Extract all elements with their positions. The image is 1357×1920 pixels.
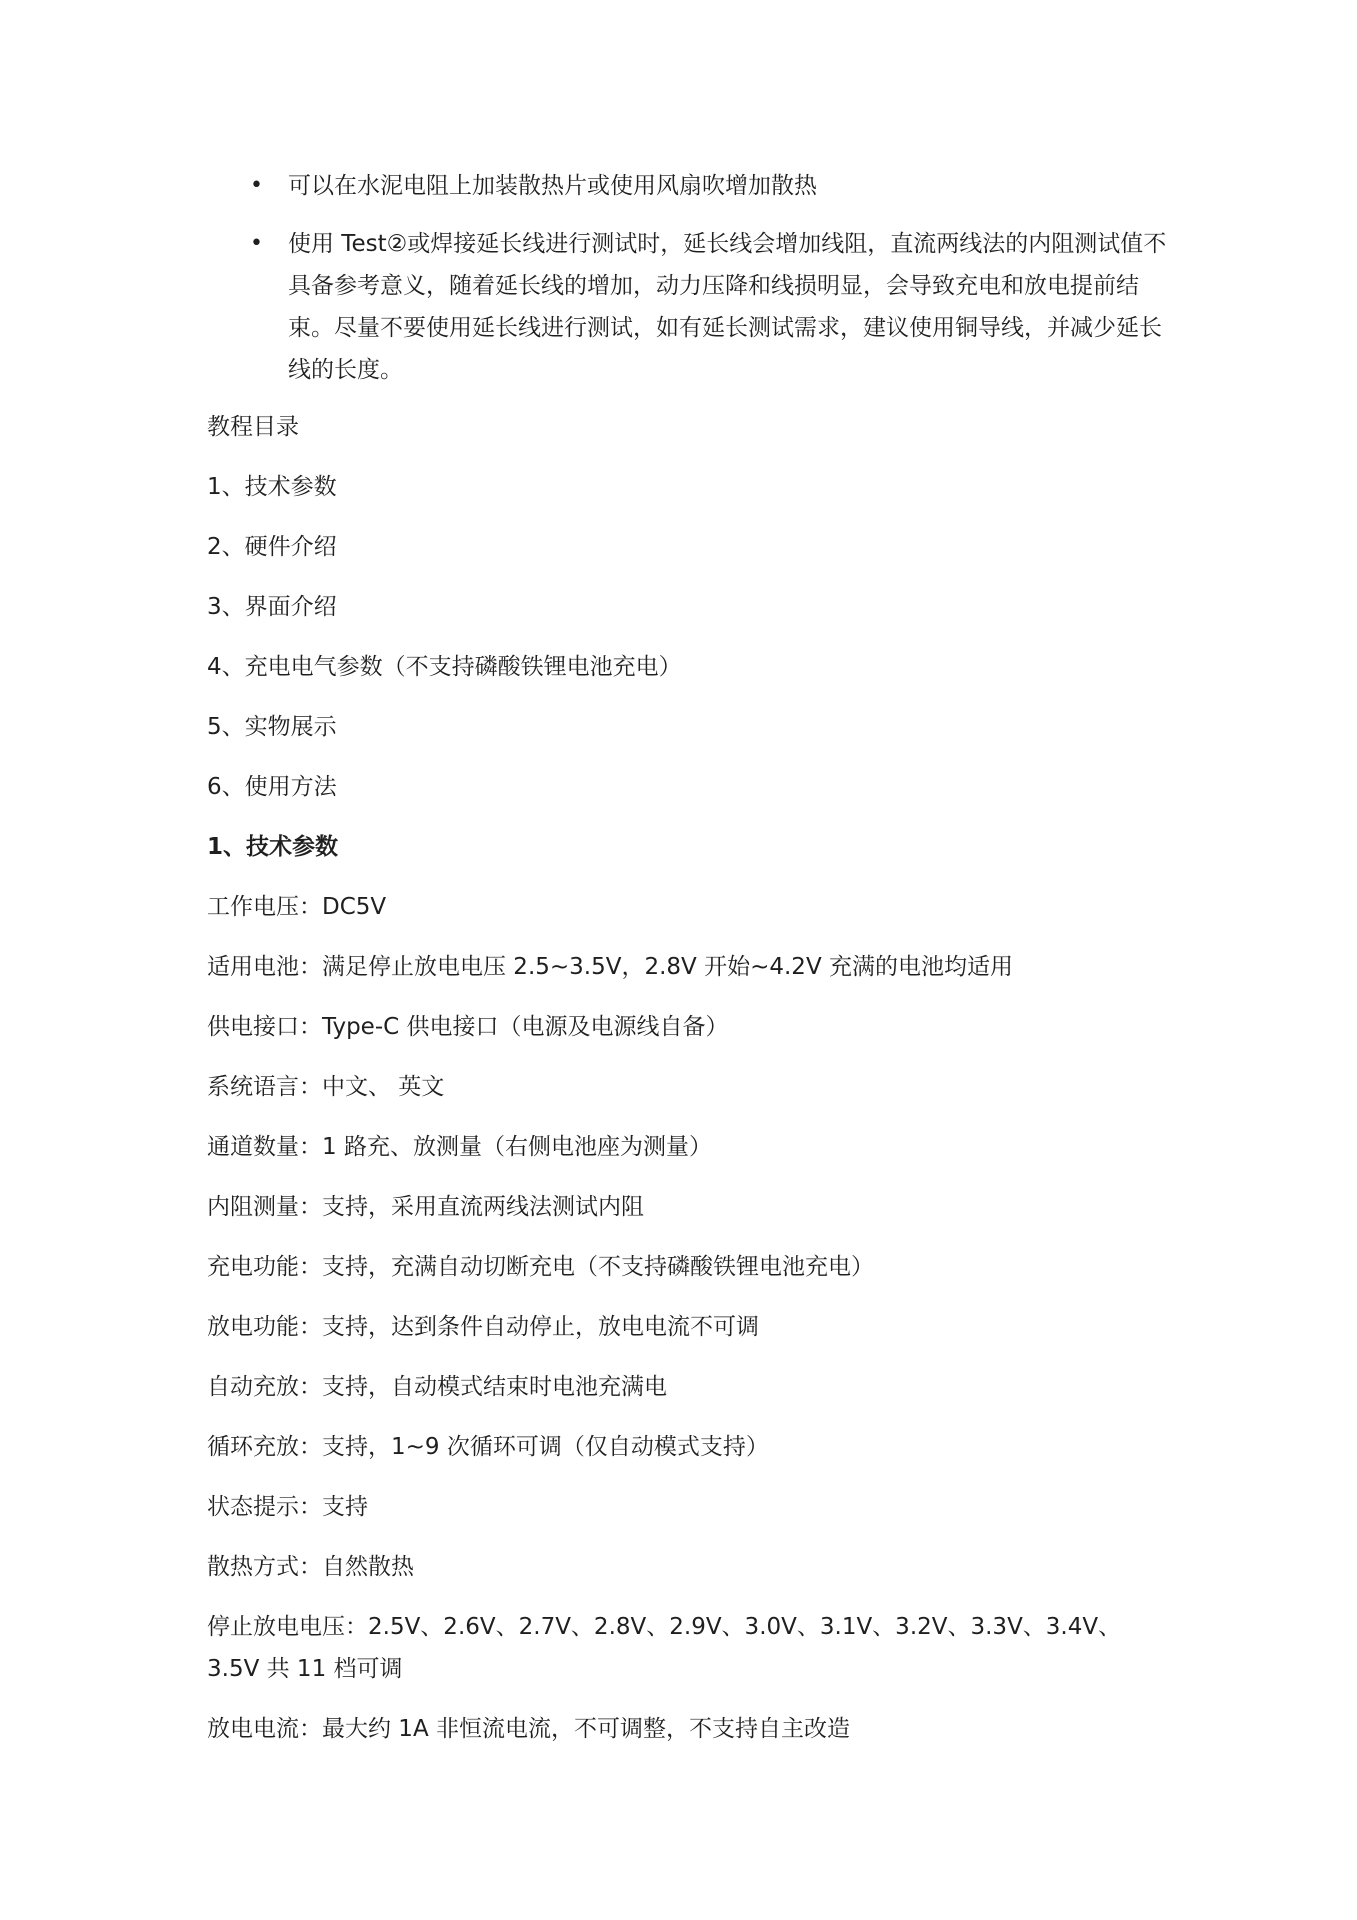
spec-line: 状态提示：支持 bbox=[207, 1494, 368, 1520]
toc-item: 5、实物展示 bbox=[207, 714, 337, 740]
spec-line: 适用电池：满足停止放电电压 2.5~3.5V，2.8V 开始~4.2V 充满的电池均适用 bbox=[207, 954, 1013, 980]
toc-item: 6、使用方法 bbox=[207, 774, 337, 800]
bullet-list bbox=[248, 165, 1168, 407]
spec-line: 工作电压：DC5V bbox=[207, 894, 387, 920]
spec-line: 停止放电电压：2.5V、2.6V、2.7V、2.8V、2.9V、3.0V、3.1V、3.2V、3.3V、3.4V、3.5V 共 11 档可调 bbox=[207, 1614, 1122, 1682]
spec-line: 散热方式：自然散热 bbox=[207, 1554, 414, 1580]
spec-line: 系统语言：中文、 英文 bbox=[207, 1074, 445, 1100]
bullet-text: 可以在水泥电阻上加装散热片或使用风扇吹增加散热 bbox=[288, 173, 817, 199]
bullet-text: 使用 Test②或焊接延长线进行测试时，延长线会增加线阻，直流两线法的内阻测试值不具备参考意义，随着延长线的增加，动力压降和线损明显，会导致充电和放电提前结束。尽量不要使用延长线进行测试，如有延长测试需求，建议使用铜导线，并减少延长线的长度。 bbox=[288, 231, 1167, 383]
bullet-dot-icon: • bbox=[250, 173, 263, 198]
spec-line: 通道数量：1 路充、放测量（右侧电池座为测量） bbox=[207, 1134, 712, 1160]
bullet-dot-icon: • bbox=[250, 231, 263, 256]
toc-title: 教程目录 bbox=[207, 414, 299, 440]
toc-item: 3、界面介绍 bbox=[207, 594, 337, 620]
spec-line: 循环充放：支持，1~9 次循环可调（仅自动模式支持） bbox=[207, 1434, 769, 1460]
spec-line: 充电功能：支持，充满自动切断充电（不支持磷酸铁锂电池充电） bbox=[207, 1254, 874, 1280]
bullet-item bbox=[248, 223, 1168, 391]
spec-line: 放电功能：支持，达到条件自动停止，放电电流不可调 bbox=[207, 1314, 759, 1340]
toc-item: 1、技术参数 bbox=[207, 474, 337, 500]
section-heading: 1、技术参数 bbox=[207, 834, 339, 860]
toc-item: 4、充电电气参数（不支持磷酸铁锂电池充电） bbox=[207, 654, 682, 680]
bullet-item bbox=[248, 165, 1168, 207]
spec-line: 自动充放：支持，自动模式结束时电池充满电 bbox=[207, 1374, 667, 1400]
spec-line: 供电接口：Type-C 供电接口（电源及电源线自备） bbox=[207, 1014, 729, 1040]
document-body bbox=[207, 406, 1167, 1768]
toc-item: 2、硬件介绍 bbox=[207, 534, 337, 560]
spec-line: 内阻测量：支持，采用直流两线法测试内阻 bbox=[207, 1194, 644, 1220]
spec-line: 放电电流：最大约 1A 非恒流电流，不可调整，不支持自主改造 bbox=[207, 1716, 850, 1742]
